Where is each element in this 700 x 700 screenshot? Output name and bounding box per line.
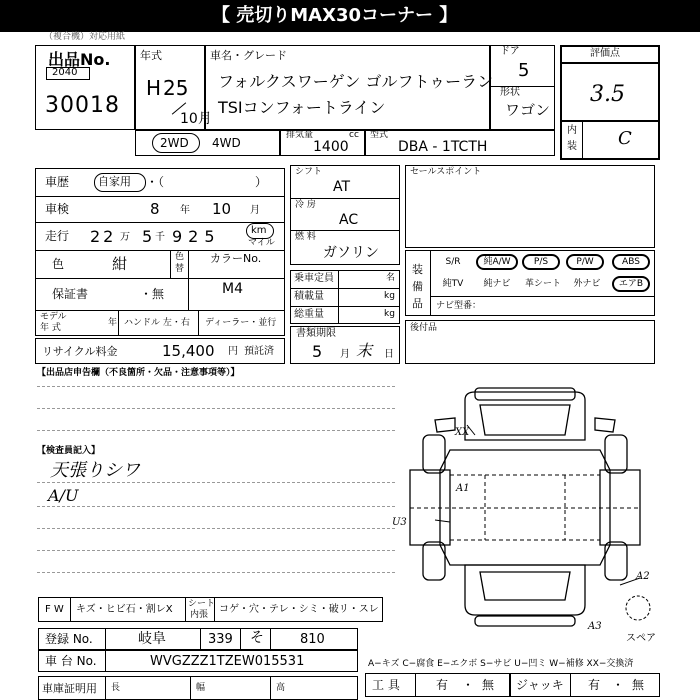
doors-label: ドア	[500, 46, 520, 57]
year-era: H	[146, 76, 162, 100]
mileage-unit-mile: マイル	[248, 238, 275, 248]
car-grade: TSIコンフォートライン	[218, 98, 386, 117]
recycle-label: リサイクル料金	[42, 345, 118, 358]
jack-sep: ・	[612, 678, 625, 692]
inspection-label: 車検	[45, 202, 70, 216]
equipment-alloy-wheel: 純A/W	[476, 254, 518, 270]
color-change-top: 色	[175, 252, 185, 262]
mark-side: A1	[456, 483, 470, 494]
chassis-value: WVGZZZ1TZEW015531	[150, 654, 305, 669]
color-change-bottom: 替	[175, 264, 185, 274]
color-no-label: カラーNo.	[210, 252, 262, 265]
mark-left: U3	[392, 517, 407, 528]
car-name: フォルクスワーゲン ゴルフトゥーラン	[218, 72, 494, 91]
lot-label: 出品No.	[48, 50, 111, 69]
cert-height: 高	[276, 683, 286, 693]
year-label: 年式	[140, 49, 162, 62]
equipment-sr: S/R	[445, 257, 461, 267]
drive-4wd: 4WD	[212, 136, 241, 150]
mileage-unit-km: km	[251, 225, 267, 236]
aircon-value: AC	[339, 212, 359, 228]
after-parts-box	[405, 320, 655, 364]
recycle-value: 15,400	[162, 342, 215, 360]
navi-model-label: ナビ型番：	[436, 301, 482, 311]
equipment-navi: 純ナビ	[483, 279, 511, 289]
doc-expiry-day-unit: 日	[384, 349, 394, 360]
model-value: DBA - 1TCTH	[398, 139, 488, 155]
registration-region: 岐阜	[138, 631, 166, 647]
equipment-ext-navi: 外ナビ	[573, 279, 601, 289]
equipment-airbag: エアB	[612, 276, 650, 292]
handle-option: ハンドル 左・右	[124, 318, 190, 328]
doc-expiry-month-unit: 月	[340, 349, 350, 360]
registration-class: 339	[208, 632, 233, 647]
equipment-leather: 革シート	[524, 279, 561, 289]
color-label: 色	[52, 257, 65, 271]
doc-expiry-value: 5	[312, 342, 323, 361]
tools-sep: ・	[462, 678, 475, 692]
mileage-rest: 925	[172, 227, 221, 246]
lot-number: 30018	[45, 93, 120, 118]
fuel-label: 燃 料	[295, 232, 316, 242]
seat-label-top: シート	[188, 599, 216, 609]
legend: A−キズ C−腐食 E−エクボ S−サビ U−凹ミ W−補修 XX−交換済	[368, 659, 634, 669]
jack-no: 無	[632, 678, 645, 692]
interior-value: C	[618, 128, 632, 149]
body-type-value: ワゴン	[505, 101, 551, 119]
mileage-label: 走行	[45, 229, 70, 243]
year-month: 10月	[180, 111, 212, 127]
capacity-label-2: 総重量	[294, 309, 324, 320]
capacity-unit-2: kg	[384, 309, 395, 319]
sales-point-label: セールスポイント	[410, 167, 482, 177]
equipment-tv: 純TV	[442, 279, 464, 289]
notes-header: 【出品店申告欄（不良箇所・欠品・注意事項等）】	[37, 368, 240, 378]
displacement-value: 1400	[313, 139, 349, 155]
equipment-label-2: 品	[412, 297, 423, 310]
inspection-year: 8	[150, 200, 160, 218]
score-label: 評価点	[590, 48, 620, 59]
model-year-label-bottom: 年 式	[40, 323, 61, 333]
displacement-label: 排気量	[286, 130, 314, 140]
inspector-header: 【検査員記入】	[37, 446, 101, 456]
color-no-value: M4	[222, 281, 243, 297]
model-year-unit: 年	[108, 318, 118, 328]
aircon-label: 冷 房	[295, 200, 316, 210]
cert-width: 幅	[196, 683, 206, 693]
jack-yes: 有	[588, 678, 601, 692]
shift-value: AT	[333, 179, 351, 195]
equipment-power-window: P/W	[566, 254, 604, 270]
recycle-note: 預託済	[244, 346, 274, 357]
car-label: 車名・グレード	[210, 49, 287, 62]
inspection-year-unit: 年	[180, 205, 190, 216]
warranty-label: 保証書	[52, 287, 89, 301]
equipment-abs: ABS	[612, 254, 650, 270]
mileage-thou: 5	[142, 227, 153, 246]
equipment-label-0: 装	[412, 263, 423, 276]
score-value: 3.5	[590, 82, 625, 107]
color-value: 紺	[112, 255, 128, 273]
history-option-other: ・（	[146, 175, 165, 189]
fuel-value: ガソリン	[323, 245, 379, 261]
mark-bottom: A3	[588, 621, 602, 632]
capacity-label-1: 積載量	[294, 291, 324, 302]
history-option-close: ）	[255, 175, 268, 189]
lot-code: 2040	[52, 67, 78, 78]
mark-roof: XX	[455, 427, 470, 438]
model-year-label-top: モデル	[40, 312, 67, 322]
mileage-man-unit: 万	[120, 232, 130, 243]
glass-items: キズ・ヒビ石・割レX	[76, 604, 173, 615]
interior-label-top: 内	[567, 125, 577, 136]
drive-2wd: 2WD	[160, 136, 189, 150]
inspector-note-2: A/U	[48, 486, 79, 505]
doc-expiry-day: 末	[356, 341, 373, 360]
cert-length: 長	[111, 683, 121, 693]
inspection-month: 10	[212, 200, 232, 218]
sales-point-box	[405, 165, 655, 248]
doors-value: 5	[518, 60, 530, 81]
equipment-label-1: 備	[412, 280, 423, 293]
inspection-month-unit: 月	[250, 205, 260, 216]
dealer-option: ディーラー・並行	[205, 318, 277, 328]
warranty-value: ・無	[140, 287, 165, 301]
header-note: （複合機）対応用紙	[44, 32, 126, 42]
seat-items: コゲ・穴・テレ・シミ・破リ・スレ	[219, 604, 379, 615]
model-label: 型式	[370, 130, 389, 140]
chassis-label: 車 台 No.	[45, 654, 97, 668]
registration-number: 810	[300, 632, 325, 647]
history-label: 車歴	[45, 175, 70, 189]
capacity-label-0: 乗車定員	[294, 273, 334, 284]
inspector-note-1: 天張りシワ	[50, 460, 140, 481]
tools-no: 無	[482, 678, 495, 692]
spare-label: スペア	[626, 633, 656, 644]
glass-label: F W	[45, 604, 64, 615]
displacement-unit: cc	[349, 130, 359, 140]
jack-label: ジャッキ	[516, 678, 564, 692]
capacity-unit-0: 名	[386, 273, 396, 283]
mark-rear: A2	[636, 571, 650, 582]
recycle-unit: 円	[228, 346, 238, 357]
shift-label: シフト	[295, 167, 323, 177]
seat-label-bottom: 内張	[190, 610, 209, 620]
history-option-private: 自家用	[98, 175, 131, 188]
interior-label-bottom: 装	[567, 141, 577, 152]
after-parts-label: 後付品	[410, 323, 438, 333]
equipment-power-steering: P/S	[522, 254, 560, 270]
cert-label: 車庫証明用	[42, 682, 97, 695]
mileage-thou-unit: 千	[155, 232, 165, 243]
year-value: 25	[163, 76, 189, 100]
car-damage-diagram	[395, 380, 700, 635]
tools-yes: 有	[436, 678, 449, 692]
registration-label: 登録 No.	[45, 632, 93, 646]
tools-label: 工 具	[372, 678, 400, 692]
body-type-label: 形状	[500, 87, 520, 98]
capacity-unit-1: kg	[384, 291, 395, 301]
mileage-man: 22	[90, 227, 117, 246]
registration-kana: そ	[250, 630, 264, 646]
doc-expiry-label: 書類期限	[296, 328, 336, 339]
banner-title: 【 売切りMAX30コーナー 】	[212, 5, 458, 26]
